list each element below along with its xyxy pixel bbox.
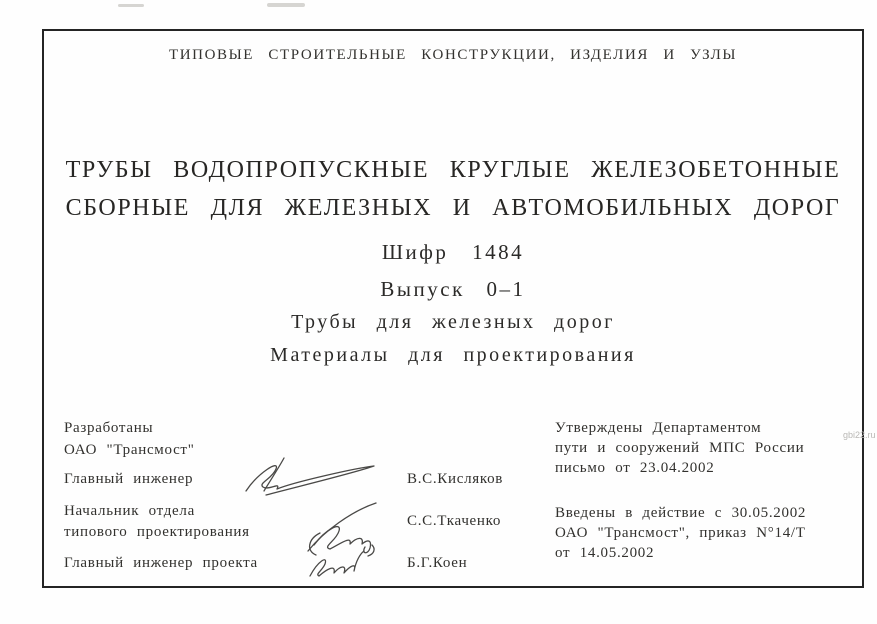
approved-letter-line2: пути и сооружений МПС России bbox=[555, 440, 805, 456]
developed-label: Разработаны bbox=[64, 420, 154, 436]
signature-koen bbox=[306, 549, 370, 586]
approved-letter-line3: письмо от 23.04.2002 bbox=[555, 460, 715, 476]
approved-letter-line1: Утверждены Департаментом bbox=[555, 420, 762, 436]
document-subtitle-pipes: Трубы для железных дорог bbox=[291, 311, 615, 333]
signatory-role-project-chief-engineer: Главный инженер проекта bbox=[64, 555, 258, 571]
scan-artifact bbox=[118, 4, 144, 7]
approved-order-line2: ОАО "Трансмост", приказ N°14/Т bbox=[555, 525, 806, 541]
signatory-name-koen: Б.Г.Коен bbox=[407, 555, 468, 571]
series-header: ТИПОВЫЕ СТРОИТЕЛЬНЫЕ КОНСТРУКЦИИ, ИЗДЕЛИЯ И УЗЛЫ bbox=[168, 47, 738, 63]
approved-order-line3: от 14.05.2002 bbox=[555, 545, 655, 561]
approved-order-line1: Введены в действие с 30.05.2002 bbox=[555, 505, 807, 521]
signatory-role-dept-head-line1: Начальник отдела bbox=[64, 503, 195, 519]
document-title-line2: СБОРНЫЕ ДЛЯ ЖЕЛЕЗНЫХ И АВТОМОБИЛЬНЫХ ДОРОГ bbox=[65, 195, 841, 221]
document-subtitle-materials: Материалы для проектирования bbox=[270, 344, 636, 366]
developed-company: ОАО "Трансмост" bbox=[64, 442, 195, 458]
document-code: Шифр 1484 bbox=[381, 240, 525, 264]
signatory-name-tkachenko: С.С.Ткаченко bbox=[407, 513, 502, 529]
watermark: gbi22.ru bbox=[843, 430, 876, 440]
signatory-name-kislyakov: В.С.Кисляков bbox=[407, 471, 504, 487]
signature-kislyakov bbox=[238, 455, 383, 502]
scan-artifact bbox=[267, 3, 305, 7]
document-title-line1: ТРУБЫ ВОДОПРОПУСКНЫЕ КРУГЛЫЕ ЖЕЛЕЗОБЕТОННЫЕ bbox=[65, 157, 841, 183]
signatory-role-chief-engineer: Главный инженер bbox=[64, 471, 194, 487]
document-frame bbox=[42, 29, 864, 588]
signatory-role-dept-head-line2: типового проектирования bbox=[64, 524, 250, 540]
document-issue: Выпуск 0–1 bbox=[380, 277, 526, 301]
